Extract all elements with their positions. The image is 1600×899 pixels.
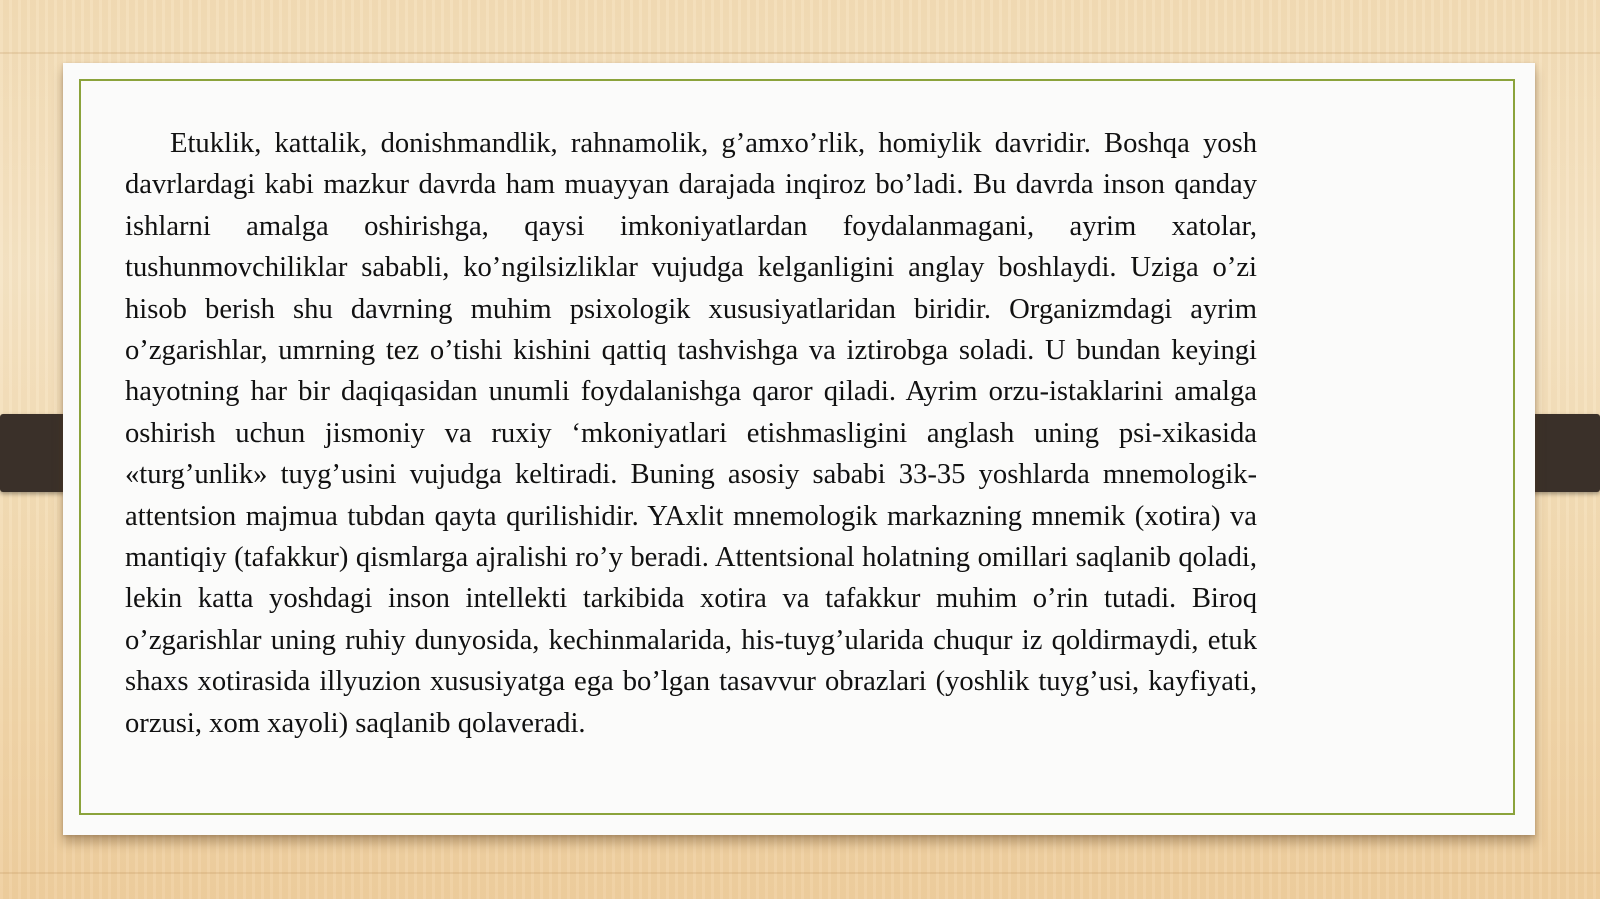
wood-plank-seam	[0, 52, 1600, 54]
wood-plank-seam	[0, 872, 1600, 874]
slide-card	[63, 63, 1535, 835]
slide-body-paragraph: Etuklik, kattalik, donishmandlik, rahnamolik, g’amxo’rlik, homiylik davridir. Boshqa yosh davrlardagi kabi mazkur davrda ham muayyan darajada inqiroz bo’ladi. Bu davrda inson qanday ishlarni amalga oshirishga, qaysi imkoniyatlardan foydalanmagani, ayrim xatolar, tushunmovchiliklar sababli, ko’ngilsizliklar vujudga kelganligini anglay boshlaydi. Uziga o’zi hisob berish shu davrning muhim psixologik xususiyatlaridan biridir. Organizmdagi ayrim o’zgarishlar, umrning tez o’tishi kishini qattiq tashvishga va iztirobga soladi. U bundan keyingi hayotning har bir daqiqasidan unumli foydalanishga qaror qiladi. Ayrim orzu-istaklarini amalga oshirish uchun jismoniy va ruxiy ‘mkoniyatlari etishmasligini anglash uning psi-xikasida «turg’unlik» tuyg’usini vujudga keltiradi. Buning asosiy sababi 33-35 yoshlarda mnemologik-attentsion majmua tubdan qayta qurilishidir. YAxlit mnemologik markazning mnemik (xotira) va mantiqiy (tafakkur) qismlarga ajralishi ro’y beradi. Attentsional holatning omillari saqlanib qoladi, lekin katta yoshdagi inson intellekti tarkibida xotira va tafakkur muhim o’rin tutadi. Biroq o’zgarishlar uning ruhiy dunyosida, kechinmalarida, his-tuyg’ularida chuqur iz qoldirmaydi, etuk shaxs xotirasida illyuzion xususiyatga ega bo’lgan tasavvur obrazlari (yoshlik tuyg’usi, kayfiyati, orzusi, xom xayoli) saqlanib qolaveradi.	[125, 128, 1257, 739]
